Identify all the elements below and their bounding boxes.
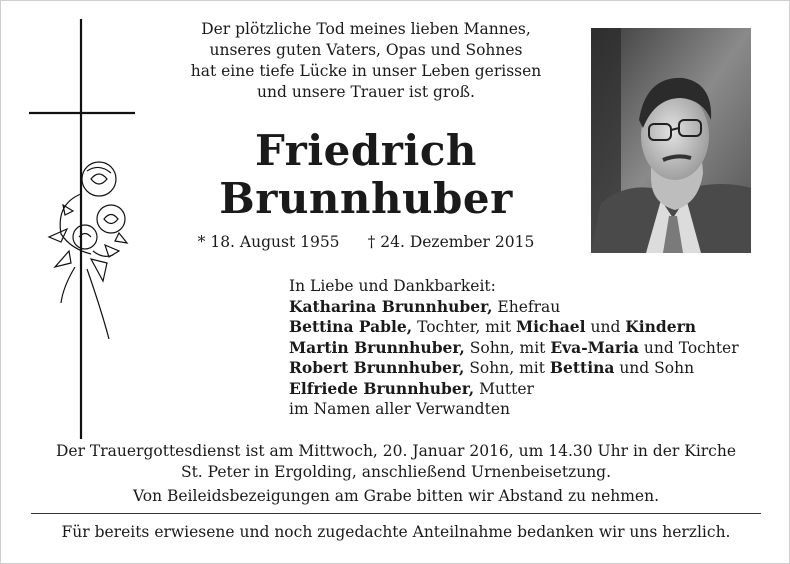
- service-line: St. Peter in Ergolding, anschließend Urnenbeisetzung.: [180, 463, 612, 481]
- service-line: Der Trauergottesdienst ist am Mittwoch, 20. Januar 2016, um 14.30 Uhr in der Kirche: [55, 442, 737, 460]
- intro-line: hat eine tiefe Lücke in unser Leben gerissen: [190, 62, 542, 80]
- deceased-name: [191, 127, 541, 223]
- intro-text: [161, 19, 571, 103]
- family-heading: In Liebe und Dankbarkeit:: [289, 277, 496, 295]
- death-date: † 24. Dezember 2015: [367, 233, 535, 251]
- family-member: Robert Brunnhuber, Sohn, mit Bettina und Sohn: [289, 358, 695, 378]
- cross-with-roses-icon: [21, 19, 141, 439]
- service-info: [21, 441, 771, 483]
- condolence-note: Von Beileidsbezeigungen am Grabe bitten wir Abstand zu nehmen.: [132, 487, 660, 505]
- family-member: Martin Brunnhuber, Sohn, mit Eva-Maria und Tochter: [289, 337, 739, 357]
- last-name: Brunnhuber: [219, 174, 513, 223]
- family-closing: im Namen aller Verwandten: [289, 399, 510, 418]
- family-list: [289, 277, 769, 419]
- life-dates: [191, 233, 541, 251]
- intro-line: und unsere Trauer ist groß.: [257, 83, 475, 101]
- intro-line: unseres guten Vaters, Opas und Sohnes: [209, 41, 523, 59]
- first-name: Friedrich: [255, 126, 477, 175]
- birth-date: * 18. August 1955: [197, 233, 340, 251]
- portrait-photo: [591, 28, 751, 253]
- divider: [31, 513, 761, 514]
- family-member: Elfriede Brunnhuber, Mutter: [289, 378, 534, 398]
- intro-line: Der plötzliche Tod meines lieben Mannes,: [201, 20, 531, 38]
- thanks-note: Für bereits erwiesene und noch zugedachte Anteilnahme bedanken wir uns herzlich.: [61, 523, 731, 541]
- family-member: Katharina Brunnhuber, Ehefrau: [289, 296, 561, 316]
- family-member: Bettina Pable, Tochter, mit Michael und Kindern: [289, 317, 697, 337]
